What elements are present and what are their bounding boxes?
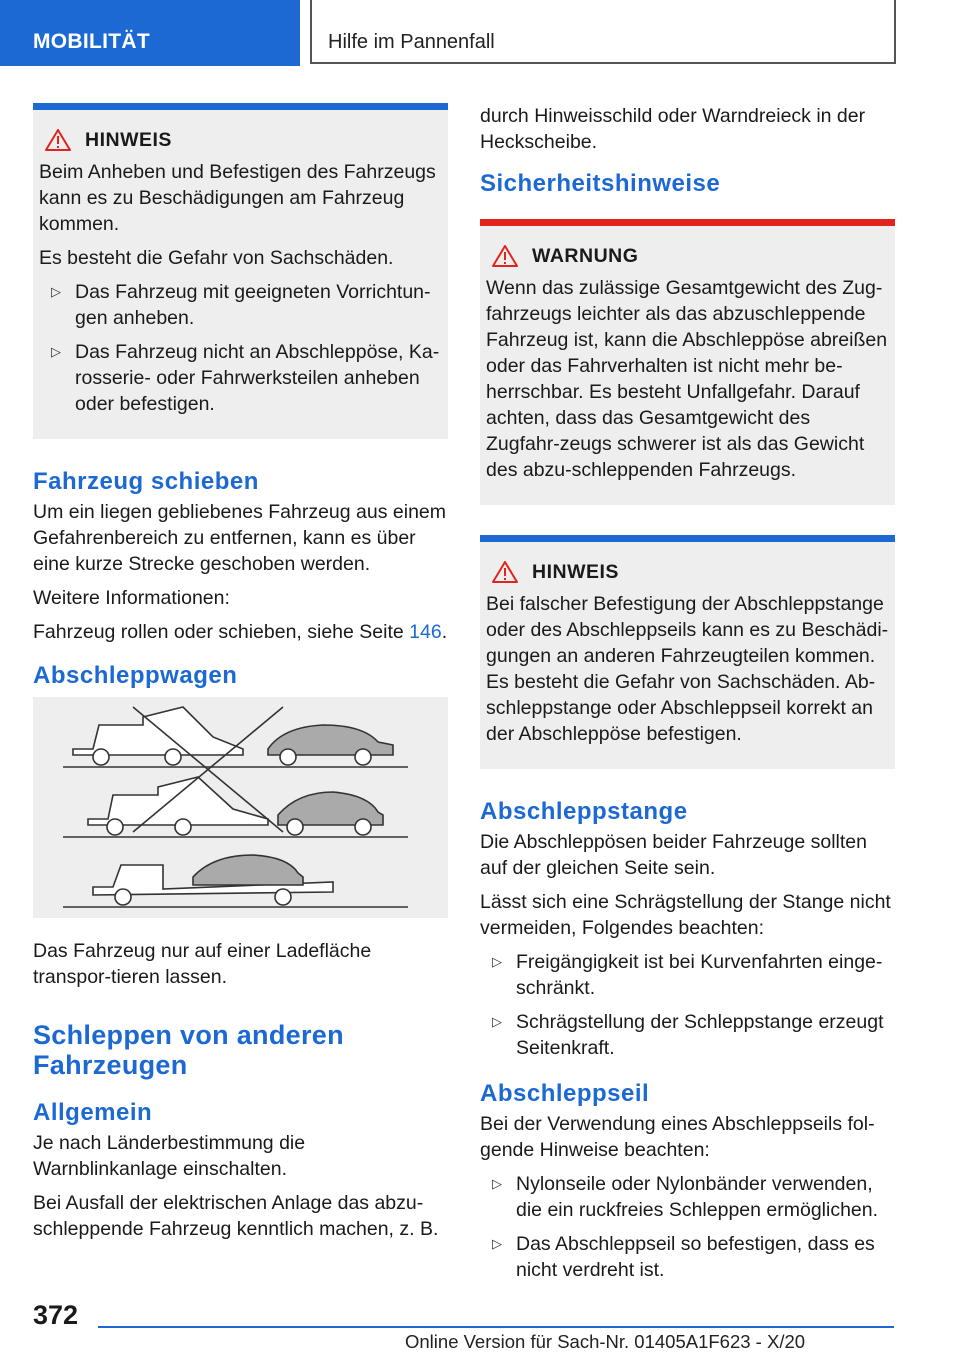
section-heading: Abschleppseil xyxy=(480,1080,650,1107)
warning-triangle-icon xyxy=(492,561,518,583)
tow-truck-illustration xyxy=(33,697,448,918)
hint-text: Bei falscher Befestigung der Abschleppstange oder des Abschleppseils kann es zu Beschädi-gungen an anderen Fahrzeugteilen kommen. Es besteht die Gefahr von Sachschäden. Ab-schleppstange oder Abschleppseil korrekt an der Abschleppöse befestigen. xyxy=(486,593,889,745)
paragraph: Die Abschleppösen beider Fahrzeuge sollten auf der gleichen Seite sein. xyxy=(480,831,868,879)
warning-box xyxy=(480,219,895,505)
section-heading: Sicherheitshinweise xyxy=(480,170,721,197)
chapter-heading: Schleppen von anderen Fahrzeugen xyxy=(33,1020,344,1080)
warning-title: WARNUNG xyxy=(532,245,639,267)
left-column xyxy=(33,103,448,1250)
footer-divider xyxy=(98,1326,894,1328)
paragraph: Um ein liegen gebliebenes Fahrzeug aus einem Gefahrenbereich zu entfernen, kann es über eine kurze Strecke geschoben werden. xyxy=(33,501,447,575)
hint-box xyxy=(33,103,448,439)
section-heading: Abschleppwagen xyxy=(33,662,238,689)
list-item: ▷ Das Abschleppseil so befestigen, dass es nicht verdreht ist. xyxy=(492,1233,875,1281)
hint-title: HINWEIS xyxy=(85,129,172,151)
paragraph: durch Hinweisschild oder Warndreieck in der Heckscheibe. xyxy=(480,105,866,153)
sub-heading: Allgemein xyxy=(33,1099,153,1126)
paragraph: Je nach Länderbestimmung die Warnblinkanlage einschalten. xyxy=(33,1132,306,1180)
warning-text: Wenn das zulässige Gesamtgewicht des Zug-fahrzeugs leichter als das abzuschleppende Fahrzeug ist, kann die Abschleppöse abreißen oder das Fahrverhalten ist nicht mehr be-herrschbar. Es besteht Unfallgefahr. Darauf achten, dass das Gesamtgewicht des Zugfahr-zeugs schwerer ist als das Gewicht des abzu-schleppenden Fahrzeugs. xyxy=(486,277,888,481)
hint-text: Beim Anheben und Befestigen des Fahrzeugs kann es zu Beschädigungen am Fahrzeug kommen. xyxy=(39,161,436,235)
section-tab[interactable]: MOBILITÄT xyxy=(0,0,300,66)
warning-triangle-icon xyxy=(492,245,518,267)
footer-version: Online Version für Sach-Nr. 01405A1F623 - X/20 xyxy=(405,1331,806,1352)
bullet-icon: ▷ xyxy=(492,1236,502,1251)
hint-text: Es besteht die Gefahr von Sachschäden. xyxy=(39,247,394,269)
list-item: ▷ Nylonseile oder Nylonbänder verwenden, die ein ruckfreies Schleppen ermöglichen. xyxy=(492,1173,879,1221)
bullet-icon: ▷ xyxy=(51,284,61,299)
bullet-icon: ▷ xyxy=(51,344,61,359)
hint-title: HINWEIS xyxy=(532,561,619,583)
section-heading: Fahrzeug schieben xyxy=(33,468,259,495)
paragraph: Bei der Verwendung eines Abschleppseils fol-gende Hinweise beachten: xyxy=(480,1113,875,1161)
list-item: ▷ Das Fahrzeug mit geeigneten Vorrichtun-gen anheben. xyxy=(51,281,431,329)
warning-triangle-icon xyxy=(45,129,71,151)
bullet-icon: ▷ xyxy=(492,954,502,969)
list-item: ▷ Das Fahrzeug nicht an Abschleppöse, Ka-rosserie- oder Fahrwerksteilen anheben oder befestigen. xyxy=(51,341,440,415)
bullet-icon: ▷ xyxy=(492,1014,502,1029)
page-link[interactable]: 146 xyxy=(409,621,442,643)
chapter-title: Hilfe im Pannenfall xyxy=(310,0,896,64)
right-column xyxy=(480,103,895,1291)
page-number: 372 xyxy=(33,1300,79,1330)
paragraph: Fahrzeug rollen oder schieben, siehe Seite 146. xyxy=(33,621,448,643)
figure-caption: Das Fahrzeug nur auf einer Ladefläche transpor-tieren lassen. xyxy=(33,940,372,988)
paragraph: Weitere Informationen: xyxy=(33,587,230,609)
list-item: ▷ Schrägstellung der Schleppstange erzeugt Seitenkraft. xyxy=(492,1011,884,1059)
section-heading: Abschleppstange xyxy=(480,798,688,825)
list-item: ▷ Freigängigkeit ist bei Kurvenfahrten einge-schränkt. xyxy=(492,951,883,999)
paragraph: Bei Ausfall der elektrischen Anlage das abzu-schleppende Fahrzeug kenntlich machen, z. B. xyxy=(33,1192,439,1240)
bullet-icon: ▷ xyxy=(492,1176,502,1191)
hint-box xyxy=(480,535,895,769)
paragraph: Lässt sich eine Schrägstellung der Stange nicht vermeiden, Folgendes beachten: xyxy=(480,891,891,939)
